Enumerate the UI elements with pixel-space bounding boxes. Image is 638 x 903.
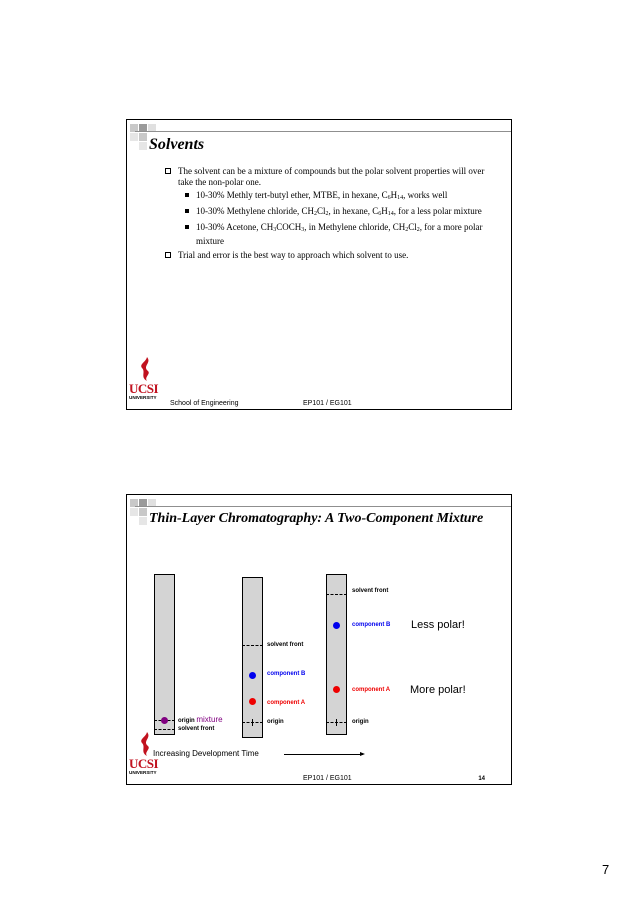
component-b-spot	[249, 672, 256, 679]
footer-course: EP101 / EG101	[303, 400, 352, 407]
time-axis-label: Increasing Development Time	[153, 749, 259, 758]
tlc-plate-1	[154, 574, 175, 735]
title-rule	[135, 506, 511, 507]
solvent-front-label: solvent front	[352, 588, 389, 594]
mixture-label: mixture	[196, 715, 223, 724]
list-item: 10-30% Methylene chloride, $CH_2Cl_2$, in hexane, $C_6H_{14}$, for a less polar mixture	[149, 206, 499, 220]
list-item: Trial and error is the best way to approach which solvent to use.	[149, 250, 499, 261]
slide-solvents	[126, 119, 512, 410]
component-b-label: component B	[352, 622, 391, 628]
list-item: 10-30% Acetone, $CH_3COCH_3$, in Methylene chloride, $CH_2Cl_2$, for a more polar mixture	[149, 222, 499, 247]
component-a-label: component A	[267, 700, 306, 706]
solvent-front-line	[242, 645, 263, 646]
slide-tlc	[126, 494, 512, 785]
hollow-square-bullet-icon	[165, 252, 171, 258]
ucsi-logo: UCSI UNIVERSITY	[129, 732, 165, 782]
filled-square-bullet-icon	[185, 193, 189, 197]
origin-tick	[336, 719, 337, 726]
solvent-front-label: solvent front	[178, 726, 215, 732]
solvent-front-line	[326, 594, 347, 595]
title-rule	[135, 131, 511, 132]
ucsi-logo: UCSI UNIVERSITY	[129, 357, 165, 407]
component-a-spot	[333, 686, 340, 693]
component-b-label: component B	[267, 671, 306, 677]
list-item: 10-30% Methly tert-butyl ether, MTBE, in hexane, $C_6H_{14}$, works well	[149, 190, 499, 204]
origin-label: origin mixture	[178, 715, 223, 724]
less-polar-label: Less polar!	[411, 619, 465, 631]
component-a-spot	[249, 698, 256, 705]
flame-icon	[139, 732, 155, 756]
tlc-plate-2	[242, 577, 263, 738]
more-polar-label: More polar!	[410, 684, 466, 696]
list-item: The solvent can be a mixture of compounds but the polar solvent properties will over take the non-polar one.	[149, 166, 499, 188]
solvent-front-line	[154, 729, 175, 730]
origin-label: origin	[267, 719, 284, 725]
hollow-square-bullet-icon	[165, 168, 171, 174]
component-a-label: component A	[352, 687, 391, 693]
slide-title: Thin-Layer Chromatography: A Two-Component Mixture	[149, 511, 484, 526]
origin-label: origin	[352, 719, 369, 725]
footer-school: School of Engineering	[170, 400, 239, 407]
filled-square-bullet-icon	[185, 225, 189, 229]
slide-title: Solvents	[149, 136, 205, 153]
footer-course: EP101 / EG101	[303, 775, 352, 782]
filled-square-bullet-icon	[185, 209, 189, 213]
slide-number: 14	[478, 776, 485, 782]
tlc-plate-3	[326, 574, 347, 735]
component-b-spot	[333, 622, 340, 629]
time-arrow-icon	[284, 754, 363, 755]
solvent-front-label: solvent front	[267, 642, 304, 648]
origin-tick	[252, 719, 253, 726]
mixture-spot	[161, 717, 168, 724]
page-number: 7	[602, 862, 610, 877]
slide-content	[149, 166, 499, 261]
flame-icon	[139, 357, 155, 381]
